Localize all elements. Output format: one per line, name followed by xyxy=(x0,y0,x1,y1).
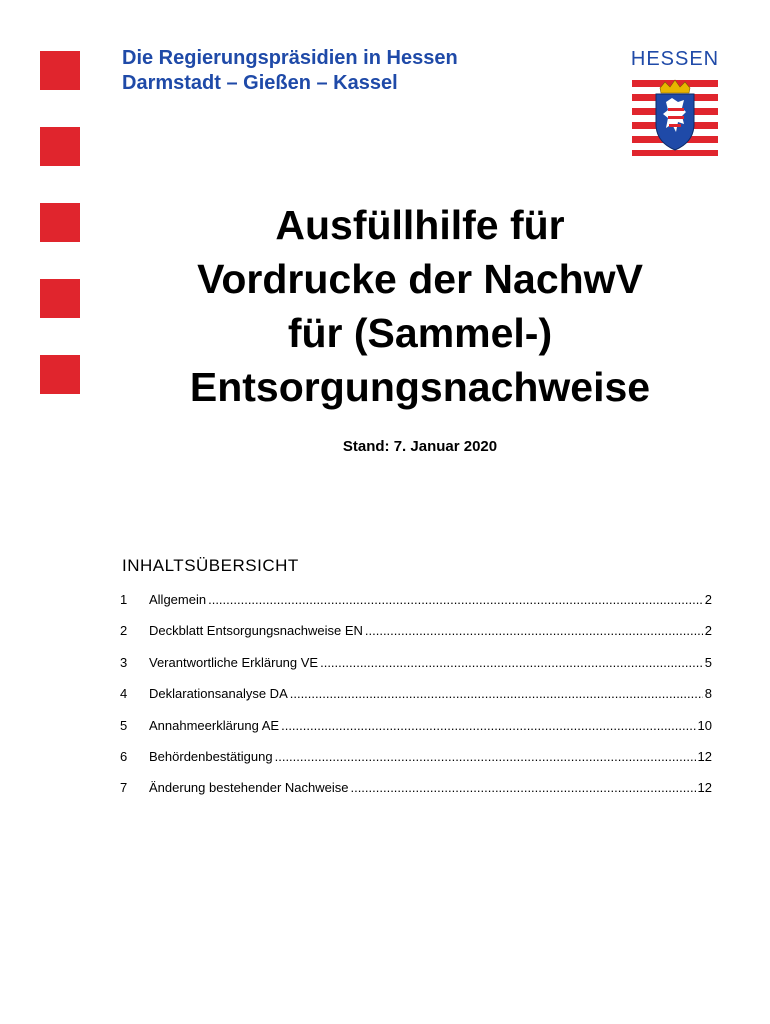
header-line-1: Die Regierungspräsidien in Hessen xyxy=(122,47,458,69)
toc-leader-dots xyxy=(290,686,703,701)
toc-leader-dots xyxy=(275,749,696,764)
toc-entry-label: Verantwortliche Erklärung VE xyxy=(149,654,319,670)
toc-entry[interactable] xyxy=(120,780,712,811)
toc-entry[interactable] xyxy=(120,623,712,654)
toc-entry-page: 2 xyxy=(704,592,712,607)
toc-entry-label: Deckblatt Entsorgungsnachweise EN xyxy=(149,623,363,639)
title-line-1: Ausfüllhilfe für xyxy=(275,202,565,248)
toc-entry[interactable] xyxy=(120,686,712,717)
toc-entry-label: Allgemein xyxy=(149,592,207,607)
toc-entry[interactable] xyxy=(120,749,712,780)
title-line-2: Vordrucke der NachwV xyxy=(197,256,643,302)
toc-entry[interactable] xyxy=(120,718,712,749)
toc-leader-dots xyxy=(350,780,695,795)
red-margin-block-5 xyxy=(40,355,80,394)
toc-entry-page: 12 xyxy=(697,780,712,796)
title-line-4: Entsorgungsnachweise xyxy=(189,364,651,410)
red-margin-block-3 xyxy=(40,203,80,242)
toc-entry-number: 3 xyxy=(120,654,128,670)
red-margin-block-4 xyxy=(40,279,80,318)
toc-entry-label: Behördenbestätigung xyxy=(149,748,273,764)
toc-entry-label: Annahmeerklärung AE xyxy=(149,717,280,733)
title-line-3: für (Sammel-) xyxy=(287,310,553,356)
toc-entry-number: 6 xyxy=(120,748,128,764)
hessen-logo-text: HESSEN xyxy=(630,48,720,70)
toc-entry-page: 2 xyxy=(704,623,712,639)
hessen-coat-of-arms-icon xyxy=(632,78,718,156)
toc-heading: INHALTSÜBERSICHT xyxy=(122,556,299,575)
red-margin-block-1 xyxy=(40,51,80,90)
toc-leader-dots xyxy=(320,655,703,670)
toc-leader-dots xyxy=(208,592,703,607)
toc-entry[interactable] xyxy=(120,592,712,623)
hessen-logo xyxy=(630,48,720,158)
toc-leader-dots xyxy=(365,623,703,638)
toc-entry-number: 2 xyxy=(120,623,128,639)
toc-leader-dots xyxy=(281,718,695,733)
toc-entry-number: 4 xyxy=(120,686,128,702)
toc-entry-page: 8 xyxy=(704,686,712,702)
table-of-contents xyxy=(120,592,712,812)
toc-entry-label: Deklarationsanalyse DA xyxy=(149,686,288,702)
toc-entry-number: 5 xyxy=(120,717,128,733)
red-margin-block-2 xyxy=(40,127,80,166)
toc-entry-label: Änderung bestehender Nachweise xyxy=(149,780,349,796)
document-title xyxy=(100,198,740,414)
document-date: Stand: 7. Januar 2020 xyxy=(342,438,498,455)
toc-entry-page: 10 xyxy=(697,717,712,733)
header-line-2: Darmstadt – Gießen – Kassel xyxy=(122,72,398,94)
toc-entry-page: 5 xyxy=(704,654,712,670)
toc-entry[interactable] xyxy=(120,655,712,686)
toc-entry-page: 12 xyxy=(697,748,712,764)
header-title xyxy=(122,46,458,96)
toc-entry-number: 1 xyxy=(120,592,128,607)
toc-entry-number: 7 xyxy=(120,780,128,796)
